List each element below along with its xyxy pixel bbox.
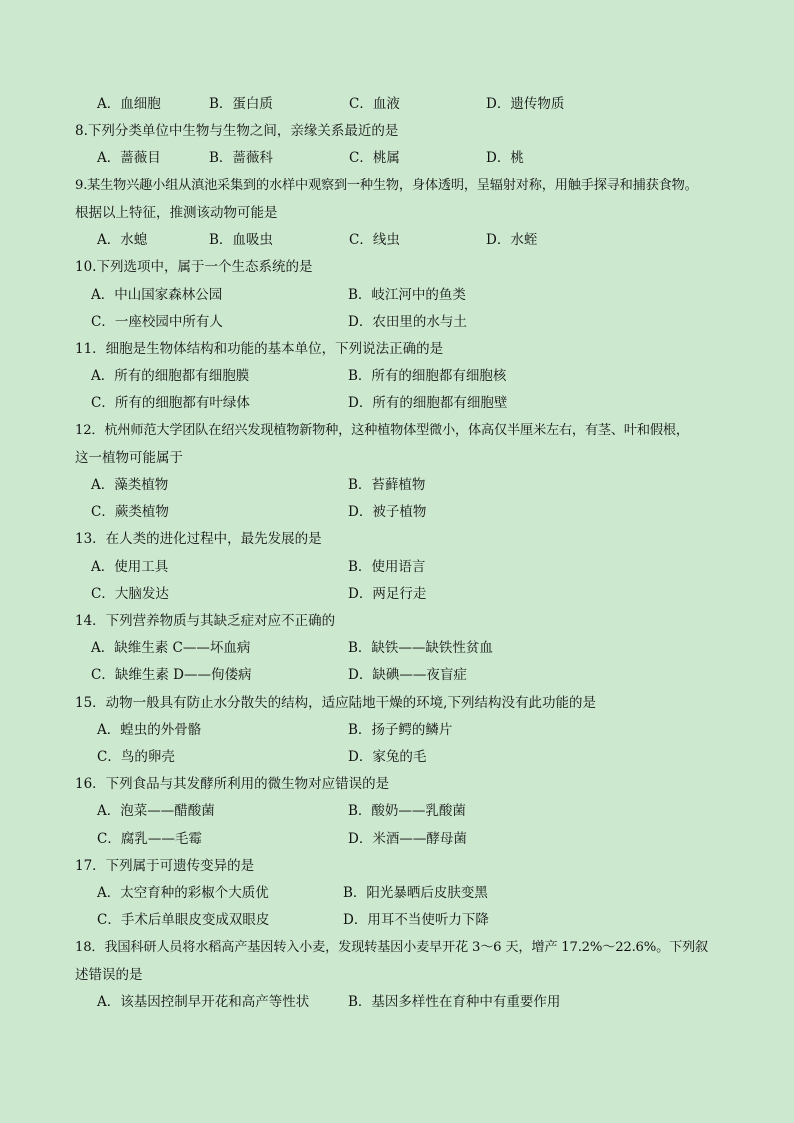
q13-option-a: A．使用工具: [91, 559, 169, 575]
q18-stem-line1: 18．我国科研人员将水稻高产基因转入小麦，发现转基因小麦早开花 3～6 天，增产 17.2%～22.6%。下列叙: [75, 940, 709, 955]
q12-option-a: A．藻类植物: [91, 477, 169, 493]
q15-stem: 15．动物一般具有防止水分散失的结构，适应陆地干燥的环境,下列结构没有此功能的是: [75, 695, 596, 711]
q13-option-b: B．使用语言: [348, 559, 426, 575]
q9-option-c: C．线虫: [349, 232, 400, 248]
q8-option-d: D．桃: [486, 150, 524, 166]
q14-stem: 14．下列营养物质与其缺乏症对应不正确的: [75, 613, 336, 629]
q7-option-c: C．血液: [349, 96, 400, 112]
q16-option-c: C．腐乳——毛霉: [97, 831, 202, 847]
q11-option-d: D．所有的细胞都有细胞壁: [348, 395, 508, 411]
q14-option-b: B．缺铁——缺铁性贫血: [348, 640, 493, 656]
q9-option-d: D．水蛭: [486, 232, 538, 248]
q13-option-c: C．大脑发达: [91, 586, 169, 602]
q8-option-c: C．桃属: [349, 150, 400, 166]
q17-stem: 17．下列属于可遗传变异的是: [75, 858, 255, 874]
q10-stem: 10.下列选项中，属于一个生态系统的是: [75, 259, 313, 275]
q18-option-b: B．基因多样性在育种中有重要作用: [348, 994, 561, 1010]
q18-option-a: A．该基因控制早开花和高产等性状: [97, 994, 310, 1010]
q8-stem: 8.下列分类单位中生物与生物之间，亲缘关系最近的是: [75, 123, 399, 139]
q12-option-c: C．蕨类植物: [91, 504, 169, 520]
q16-option-d: D．米酒——酵母菌: [348, 831, 467, 847]
q16-option-a: A．泡菜——醋酸菌: [97, 803, 215, 819]
q9-option-b: B．血吸虫: [209, 232, 273, 248]
q10-option-d: D．农田里的水与土: [348, 314, 467, 330]
q13-stem: 13．在人类的进化过程中，最先发展的是: [75, 531, 322, 547]
q17-option-d: D．用耳不当使听力下降: [343, 912, 489, 928]
q15-option-d: D．家兔的毛: [348, 749, 427, 765]
q17-option-c: C．手术后单眼皮变成双眼皮: [97, 912, 270, 928]
q7-option-b: B．蛋白质: [209, 96, 273, 112]
q10-option-c: C．一座校园中所有人: [91, 314, 223, 330]
q11-option-b: B．所有的细胞都有细胞核: [348, 368, 507, 384]
q13-option-d: D．两足行走: [348, 586, 427, 602]
q7-option-a: A．血细胞: [97, 96, 161, 112]
q11-option-a: A．所有的细胞都有细胞膜: [91, 368, 250, 384]
q9-stem-line2: 根据以上特征，推测该动物可能是: [75, 205, 278, 221]
q12-stem-line1: 12．杭州师范大学团队在绍兴发现植物新物种，这种植物体型微小，体高仅半厘米左右，有茎、叶和假根，: [75, 423, 689, 438]
q7-option-d: D．遗传物质: [486, 96, 565, 112]
q9-stem-line1: 9.某生物兴趣小组从滇池采集到的水样中观察到一种生物，身体透明，呈辐射对称，用触手探寻和捕获食物。: [75, 178, 698, 193]
q15-option-b: B．扬子鳄的鳞片: [348, 722, 453, 738]
q11-option-c: C．所有的细胞都有叶绿体: [91, 395, 250, 411]
q18-stem-line2: 述错误的是: [75, 967, 143, 983]
q9-option-a: A．水螅: [97, 232, 148, 248]
q17-option-b: B．阳光暴晒后皮肤变黑: [343, 885, 488, 901]
q8-option-a: A．蔷薇目: [97, 150, 161, 166]
q14-option-c: C．缺维生素 D——佝偻病: [91, 667, 252, 683]
q10-option-a: A．中山国家森林公园: [91, 287, 223, 303]
q12-option-b: B．苔藓植物: [348, 477, 426, 493]
q11-stem: 11．细胞是生物体结构和功能的基本单位，下列说法正确的是: [75, 341, 444, 357]
q12-option-d: D．被子植物: [348, 504, 427, 520]
q10-option-b: B．岐江河中的鱼类: [348, 287, 466, 303]
q16-stem: 16．下列食品与其发酵所利用的微生物对应错误的是: [75, 776, 390, 792]
q16-option-b: B．酸奶——乳酸菌: [348, 803, 466, 819]
q8-option-b: B．蔷薇科: [209, 150, 273, 166]
q17-option-a: A．太空育种的彩椒个大质优: [97, 885, 269, 901]
q12-stem-line2: 这一植物可能属于: [75, 450, 183, 466]
q14-option-a: A．缺维生素 C——坏血病: [91, 640, 251, 656]
q15-option-c: C．鸟的卵壳: [97, 749, 175, 765]
q15-option-a: A．蝗虫的外骨骼: [97, 722, 202, 738]
q14-option-d: D．缺碘——夜盲症: [348, 667, 467, 683]
